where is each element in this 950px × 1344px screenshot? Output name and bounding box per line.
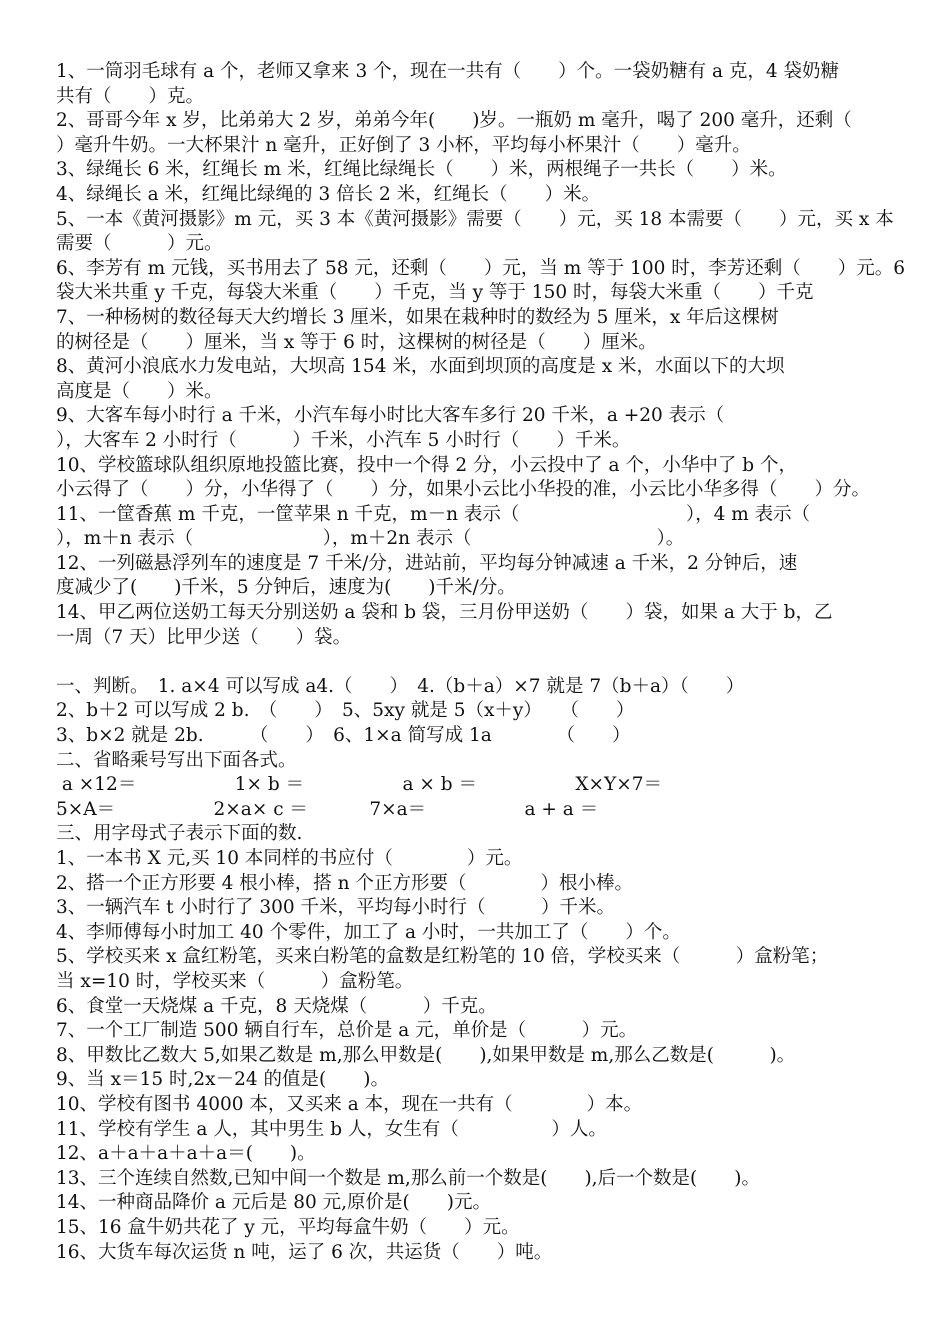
text-line: 6、李芳有 m 元钱，买书用去了 58 元，还剩（ ）元，当 m 等于 100 时，李芳还剩（ ）元。6 bbox=[56, 257, 906, 279]
text-line: 10、学校篮球队组织原地投篮比赛，投中一个得 2 分，小云投中了 a 个，小华中了 b 个， bbox=[56, 454, 797, 476]
text-line: 当 x=10 时，学校买来（ ）盒粉笔。 bbox=[56, 970, 414, 992]
text-line: 2、搭一个正方形要 4 根小棒，搭 n 个正方形要（ ）根小棒。 bbox=[56, 872, 633, 894]
text-line: 6、食堂一天烧煤 a 千克，8 天烧煤（ ）千克。 bbox=[56, 995, 497, 1017]
text-line: 的树径是（ ）厘米，当 x 等于 6 时，这棵树的树径是（ ）厘米。 bbox=[56, 331, 657, 353]
text-line: 8、甲数比乙数大 5,如果乙数是 m,那么甲数是( ),如果甲数是 m,那么乙数是( )。 bbox=[56, 1044, 796, 1066]
text-line: 二、省略乘号写出下面各式。 bbox=[56, 749, 297, 771]
text-line: 16、大货车每次运货 n 吨，运了 6 次，共运货（ ）吨。 bbox=[56, 1241, 553, 1263]
text-line: 5、一本《黄河摄影》m 元，买 3 本《黄河摄影》需要（ ）元，买 18 本需要（ ）元，买 x 本 bbox=[56, 208, 894, 230]
text-line: 14、一种商品降价 a 元后是 80 元,原价是( )元。 bbox=[56, 1192, 491, 1214]
text-line: 11、一筐香蕉 m 千克，一筐苹果 n 千克，m－n 表示（ ），4 m 表示（ bbox=[56, 503, 811, 525]
worksheet bbox=[56, 60, 906, 1265]
text-line: 12、一列磁悬浮列车的速度是 7 千米/分，进站前，平均每分钟减速 a 千米，2 分钟后，速 bbox=[56, 552, 798, 574]
text-line: 共有（ ）克。 bbox=[56, 85, 205, 107]
text-line: 三、用字母式子表示下面的数. bbox=[56, 823, 303, 845]
text-line: a ×12＝ 1× b ＝ a × b ＝ X×Y×7＝ bbox=[56, 774, 663, 796]
text-line: 3、一辆汽车 t 小时行了 300 千米，平均每小时行（ ）千米。 bbox=[56, 897, 616, 919]
text-line: 需要（ ）元。 bbox=[56, 233, 223, 255]
text-line: 高度是（ ）米。 bbox=[56, 380, 223, 402]
text-line: 14、甲乙两位送奶工每天分别送奶 a 袋和 b 袋，三月份甲送奶（ ）袋，如果 a 大于 b，乙 bbox=[56, 602, 833, 624]
section-exercises bbox=[56, 675, 906, 1265]
section-fill-in-questions bbox=[56, 60, 906, 650]
text-line: 小云得了（ ）分，小华得了（ ）分，如果小云比小华投的准，小云比小华多得（ ）分。 bbox=[56, 479, 871, 501]
section-gap bbox=[56, 650, 906, 675]
text-line: 一周（7 天）比甲少送（ ）袋。 bbox=[56, 626, 352, 648]
text-line: ）毫升牛奶。一大杯果汁 n 毫升，正好倒了 3 小杯，平均每小杯果汁（ ）毫升。 bbox=[56, 134, 751, 156]
text-line: 一、判断。 1. a×4 可以写成 a4.（ ） 4.（b＋a）×7 就是 7（b＋a）（ ） bbox=[56, 675, 745, 697]
text-line: 2、哥哥今年 x 岁，比弟弟大 2 岁，弟弟今年( )岁。一瓶奶 m 毫升，喝了 200 毫升，还剩（ bbox=[56, 110, 852, 132]
text-line: 3、b×2 就是 2b. （ ） 6、1×a 简写成 1a （ ） bbox=[56, 725, 631, 747]
text-line: 9、大客车每小时行 a 千米，小汽车每小时比大客车多行 20 千米，a +20 表示（ bbox=[56, 405, 725, 427]
text-line: 10、学校有图书 4000 本，又买来 a 本，现在一共有（ ）本。 bbox=[56, 1093, 643, 1115]
text-line: 11、学校有学生 a 人，其中男生 b 人，女生有（ ）人。 bbox=[56, 1118, 607, 1140]
text-line: 15、16 盒牛奶共花了 y 元，平均每盒牛奶（ ）元。 bbox=[56, 1216, 520, 1238]
text-line: 9、当 x＝15 时,2x－24 的值是( )。 bbox=[56, 1069, 389, 1091]
text-line: 3、绿绳长 6 米，红绳长 m 米，红绳比绿绳长（ ）米，两根绳子一共长（ ）米。 bbox=[56, 159, 787, 181]
text-line: 2、b＋2 可以写成 2 b. （ ） 5、5xy 就是 5（x＋y） （ ） bbox=[56, 700, 635, 722]
text-line: 度减少了( )千米，5 分钟后，速度为( )千米/分。 bbox=[56, 577, 516, 599]
text-line: 12、a＋a＋a＋a＋a＝( )。 bbox=[56, 1143, 316, 1165]
text-line: ），m＋n 表示（ ），m＋2n 表示（ ）。 bbox=[56, 528, 685, 550]
text-line: 5×A＝ 2×a× c ＝ 7×a＝ a + a ＝ bbox=[56, 798, 599, 820]
text-line: 7、一种杨树的数径每天大约增长 3 厘米，如果在栽种时的数经为 5 厘米，x 年后这棵树 bbox=[56, 306, 779, 328]
text-line: 7、一个工厂制造 500 辆自行车，总价是 a 元，单价是（ ）元。 bbox=[56, 1020, 638, 1042]
text-line: 8、黄河小浪底水力发电站，大坝高 154 米，水面到坝顶的高度是 x 米，水面以下的大坝 bbox=[56, 356, 785, 378]
text-line: 5、学校买来 x 盒红粉笔，买来白粉笔的盒数是红粉笔的 10 倍，学校买来（ ）盒粉笔； bbox=[56, 946, 829, 968]
text-line: 1、一本书 X 元,买 10 本同样的书应付（ ）元。 bbox=[56, 848, 523, 869]
text-line: 袋大米共重 y 千克，每袋大米重（ ）千克，当 y 等于 150 时，每袋大米重（ ）千克 bbox=[56, 282, 814, 304]
text-line: 1、一筒羽毛球有 a 个，老师又拿来 3 个，现在一共有（ ）个。一袋奶糖有 a 克，4 袋奶糖 bbox=[56, 61, 840, 82]
text-line: 13、三个连续自然数,已知中间一个数是 m,那么前一个数是( ),后一个数是( )。 bbox=[56, 1167, 760, 1189]
text-line: ），大客车 2 小时行（ ）千米，小汽车 5 小时行（ ）千米。 bbox=[56, 429, 631, 451]
text-line: 4、李师傅每小时加工 40 个零件，加工了 a 小时，一共加工了（ ）个。 bbox=[56, 921, 681, 943]
text-line: 4、绿绳长 a 米，红绳比绿绳的 3 倍长 2 米，红绳长（ ）米。 bbox=[56, 183, 601, 205]
